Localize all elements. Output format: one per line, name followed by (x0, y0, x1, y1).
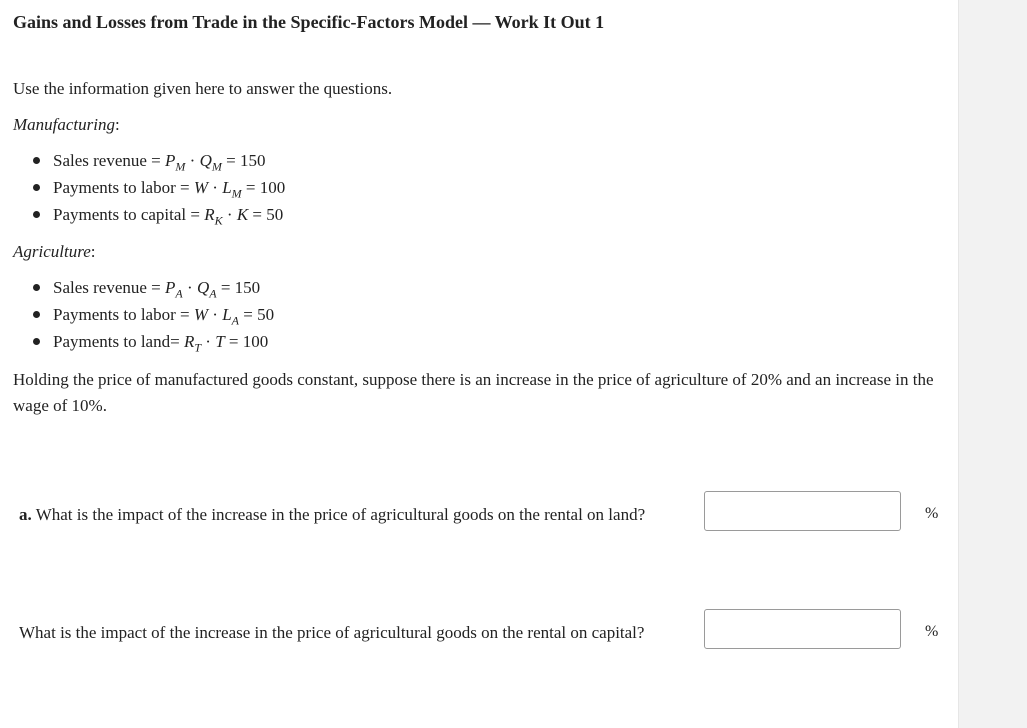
manufacturing-list (13, 147, 285, 228)
list-item: Payments to land= $R_T \cdot T = 100$ (13, 328, 274, 355)
agriculture-heading: Agriculture: (13, 242, 96, 261)
agriculture-list (13, 274, 274, 355)
list-item: Payments to labor = $W \cdot L_A = 50$ (13, 301, 274, 328)
intro-text: Use the information given here to answer the questions. (13, 79, 393, 98)
question-a-text: a. What is the impact of the increase in the price of agricultural goods on the rental on land? (19, 505, 646, 524)
land-rental-answer-input[interactable] (704, 491, 901, 531)
page-title: Gains and Losses from Trade in the Specific-Factors Model — Work It Out 1 (13, 12, 605, 32)
question-b-text: What is the impact of the increase in the price of agricultural goods on the rental on capital? (19, 623, 645, 642)
percent-unit-label: % (925, 623, 939, 640)
percent-unit-label: % (925, 505, 939, 522)
scenario-text: Holding the price of manufactured goods constant, suppose there is an increase in the price of agriculture of 20% and an increase in the wage of 10%. (13, 370, 934, 415)
manufacturing-heading: Manufacturing: (13, 115, 120, 134)
list-item: Sales revenue = $P_M \cdot Q_M = 150$ (13, 147, 285, 174)
capital-rental-answer-input[interactable] (704, 609, 901, 649)
list-item: Payments to labor = $W \cdot L_M = 100$ (13, 174, 285, 201)
right-gutter (958, 0, 1027, 728)
list-item: Sales revenue = $P_A \cdot Q_A = 150$ (13, 274, 274, 301)
list-item: Payments to capital = $R_K \cdot K = 50$ (13, 201, 285, 228)
